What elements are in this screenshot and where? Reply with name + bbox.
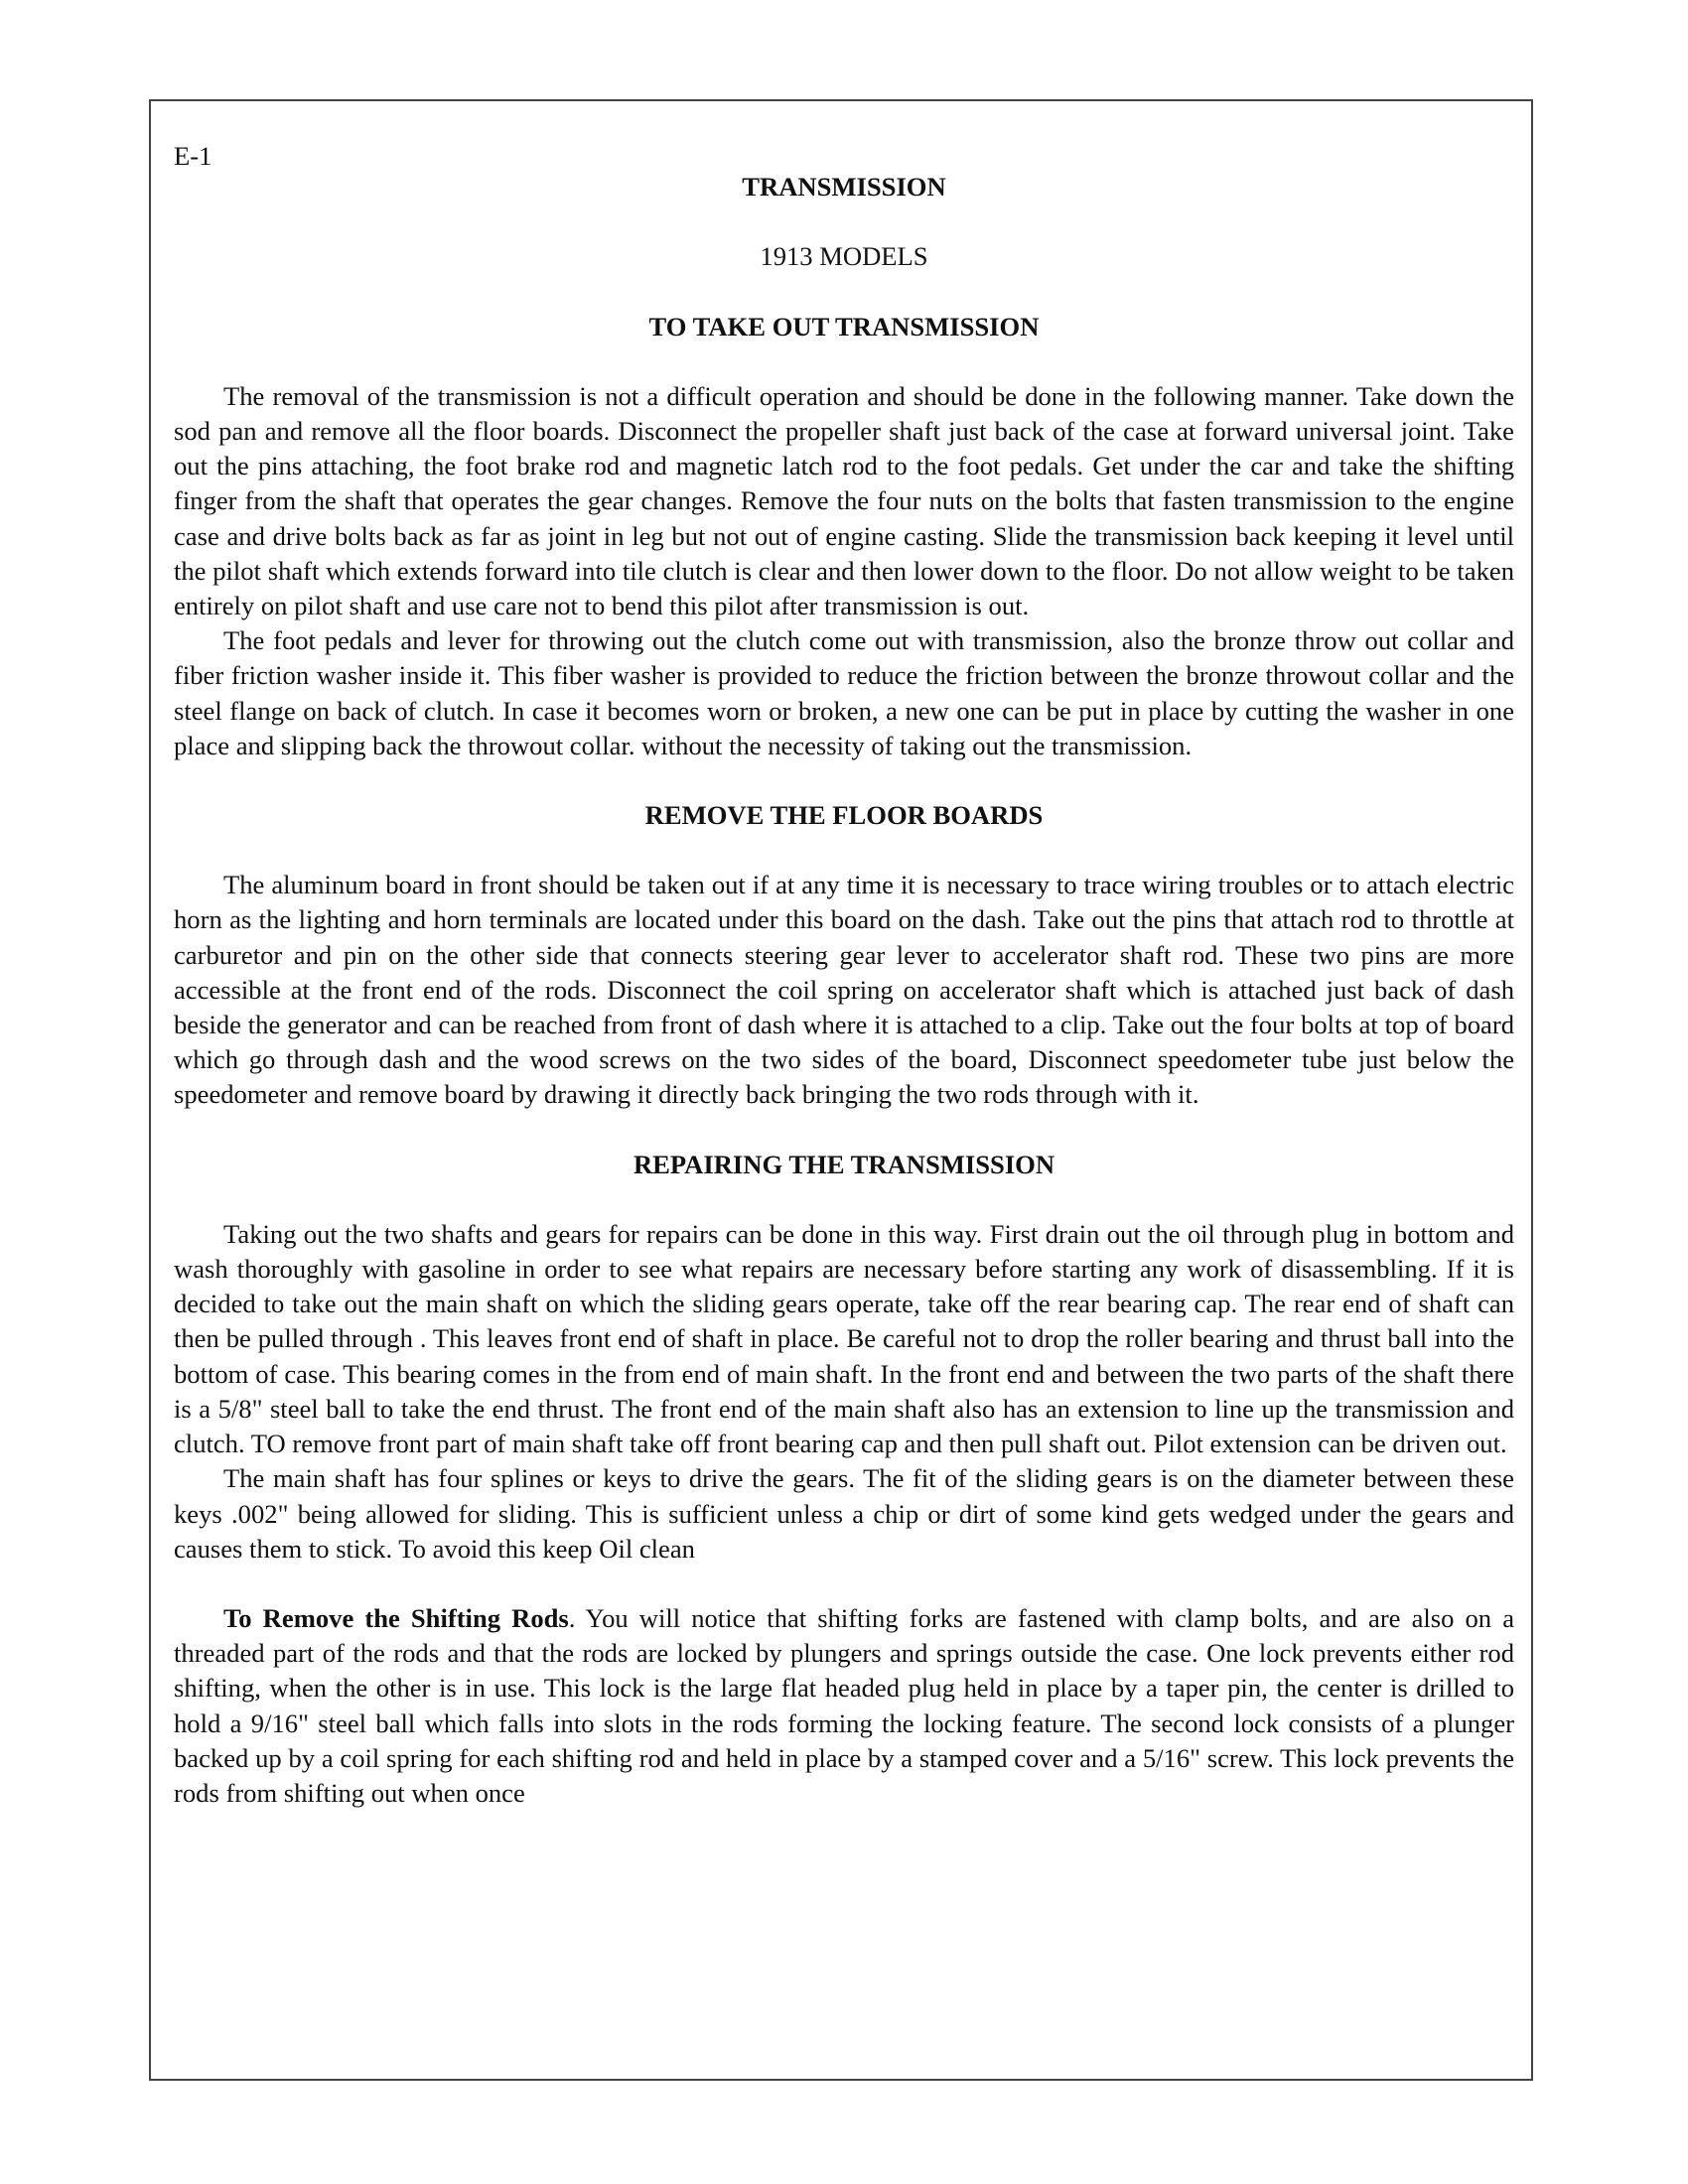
- document-body: [174, 139, 1514, 1811]
- paragraph: The aluminum board in front should be taken out if at any time it is necessary to trace wiring troubles or to attach electric horn as the lighting and horn terminals are located under this board on the dash. Take out the pins that attach rod to throttle at carburetor and pin on the other side that connects steering gear lever to accelerator shaft rod. These two pins are more accessible at the front end of the rods. Disconnect the coil spring on accelerator shaft which is attached just back of dash beside the generator and can be reached from front of dash where it is attached to a clip. Take out the four bolts at top of board which go through dash and the wood screws on the two sides of the board, Disconnect speedometer tube just below the speedometer and remove board by drawing it directly back bringing the two rods through with it.: [174, 870, 1514, 1110]
- paragraph: Taking out the two shafts and gears for repairs can be done in this way. First drain out the oil through plug in bottom and wash thoroughly with gasoline in order to see what repairs are necessary before starting any work of disassembling. If it is decided to take out the main shaft on which the sliding gears operate, take off the rear bearing cap. The rear end of shaft can then be pulled through . This leaves front end of shaft in place. Be careful not to drop the roller bearing and thrust ball into the bottom of case. This bearing comes in the from end of main shaft. In the front end and between the two parts of the shaft there is a 5/8" steel ball to take the end thrust. The front end of the main shaft also has an extension to line up the transmission and clutch. TO remove front part of main shaft take off front bearing cap and then pull shaft out. Pilot extension can be driven out.: [174, 1218, 1514, 1459]
- paragraph: The main shaft has four splines or keys to drive the gears. The fit of the sliding gears is on the diameter between these keys .002" being allowed for sliding. This is sufficient unless a chip or dirt of some kind gets wedged under the gears and causes them to stick. To avoid this keep Oil clean: [174, 1463, 1514, 1564]
- paragraph: The foot pedals and lever for throwing out the clutch come out with transmission, also the bronze throw out collar and fiber friction washer inside it. This fiber washer is provided to reduce the friction between the bronze throwout collar and the steel flange on back of clutch. In case it becomes worn or broken, a new one can be put in place by cutting the washer in one place and slipping back the throwout collar. without the necessity of taking out the transmission.: [174, 625, 1514, 760]
- section-heading-floor-boards: REMOVE THE FLOOR BOARDS: [644, 800, 1044, 831]
- section-heading-take-out: TO TAKE OUT TRANSMISSION: [648, 311, 1040, 341]
- shifting-rods-lead: To Remove the Shifting Rods: [223, 1602, 569, 1633]
- page-title: TRANSMISSION: [742, 172, 946, 203]
- page-subtitle: 1913 MODELS: [760, 241, 928, 272]
- paragraph-shifting-rods: [174, 1601, 1514, 1811]
- shifting-rods-text: . You will notice that shifting forks are fastened with clamp bolts, and are also on a threaded part of the rods and that the rods are locked by plungers and springs outside the case. One lock prevents either rod shifting, when the other is in use. This lock is the large flat headed plug held in place by a taper pin, the center is drilled to hold a 9/16" steel ball which falls into slots in the rods forming the locking feature. The second lock consists of a plunger backed up by a coil spring for each shifting rod and held in place by a stamped cover and a 5/16" screw. This lock prevents the rods from shifting out when once: [174, 1602, 1514, 1808]
- page-id: E-1: [174, 141, 212, 171]
- paragraph: The removal of the transmission is not a difficult operation and should be done in the following manner. Take down the sod pan and remove all the floor boards. Disconnect the propeller shaft just back of the case at forward universal joint. Take out the pins attaching, the foot brake rod and magnetic latch rod to the foot pedals. Get under the car and take the shifting finger from the shaft that operates the gear changes. Remove the four nuts on the bolts that fasten transmission to the engine case and drive bolts back as far as joint in leg but not out of engine casting. Slide the transmission back keeping it level until the pilot shaft which extends forward into tile clutch is clear and then lower down to the floor. Do not allow weight to be taken entirely on pilot shaft and use care not to bend this pilot after transmission is out.: [174, 380, 1514, 621]
- section-heading-repairing: REPAIRING THE TRANSMISSION: [633, 1149, 1055, 1179]
